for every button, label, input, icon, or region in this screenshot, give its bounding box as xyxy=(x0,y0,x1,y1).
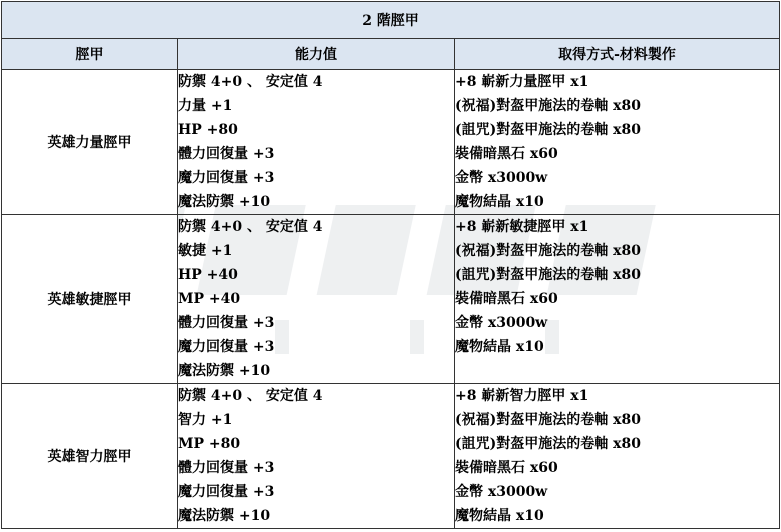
recipe-line: 裝備暗黑石 x60 xyxy=(455,291,558,307)
header-greaves: 脛甲 xyxy=(2,39,178,70)
stat-line: 魔力回復量 +3 xyxy=(178,339,275,355)
stat-line: 體力回復量 +3 xyxy=(178,146,275,162)
stat-line: 魔法防禦 +10 xyxy=(178,508,271,524)
stat-line: 防禦 4+0 、 安定值 4 xyxy=(178,74,323,90)
recipe-line: 裝備暗黑石 x60 xyxy=(455,146,558,162)
stat-line: HP +40 xyxy=(178,267,238,283)
stat-line: 力量 +1 xyxy=(178,98,233,114)
stat-line: 智力 +1 xyxy=(178,412,233,428)
recipe-line: +8 嶄新敏捷脛甲 x1 xyxy=(455,219,589,235)
stat-line: 體力回復量 +3 xyxy=(178,315,275,331)
recipe-line: (詛咒)對盔甲施法的卷軸 x80 xyxy=(455,436,641,452)
stats-cell xyxy=(178,384,455,529)
recipe-line: 魔物結晶 x10 xyxy=(455,339,544,355)
item-name: 英雄智力脛甲 xyxy=(2,384,178,529)
stats-cell xyxy=(178,215,455,384)
stat-line: 防禦 4+0 、 安定值 4 xyxy=(178,219,323,235)
recipe-cell xyxy=(455,215,780,384)
recipe-line: 魔物結晶 x10 xyxy=(455,508,544,524)
stat-line: 魔法防禦 +10 xyxy=(178,194,271,210)
stat-line: 魔力回復量 +3 xyxy=(178,484,275,500)
stat-line: MP +80 xyxy=(178,436,241,452)
stats-cell xyxy=(178,70,455,215)
recipe-cell xyxy=(455,70,780,215)
stat-line: 體力回復量 +3 xyxy=(178,460,275,476)
recipe-line: 金幣 x3000w xyxy=(455,484,548,500)
header-recipe: 取得方式-材料製作 xyxy=(455,39,780,70)
recipe-line: 裝備暗黑石 x60 xyxy=(455,460,558,476)
table-row xyxy=(2,384,780,529)
recipe-line: (祝福)對盔甲施法的卷軸 x80 xyxy=(455,98,641,114)
stat-line: 魔法防禦 +10 xyxy=(178,363,271,379)
recipe-line: (詛咒)對盔甲施法的卷軸 x80 xyxy=(455,122,641,138)
recipe-line: (詛咒)對盔甲施法的卷軸 x80 xyxy=(455,267,641,283)
stat-line: 魔力回復量 +3 xyxy=(178,170,275,186)
stat-line: 敏捷 +1 xyxy=(178,243,233,259)
recipe-line: 金幣 x3000w xyxy=(455,170,548,186)
stat-line: MP +40 xyxy=(178,291,241,307)
table-row xyxy=(2,215,780,384)
stat-line: 防禦 4+0 、 安定值 4 xyxy=(178,388,323,404)
table-row xyxy=(2,70,780,215)
recipe-line: (祝福)對盔甲施法的卷軸 x80 xyxy=(455,412,641,428)
table-title: 2 階脛甲 xyxy=(2,2,780,39)
greaves-table xyxy=(1,1,780,529)
stat-line: HP +80 xyxy=(178,122,238,138)
recipe-line: 魔物結晶 x10 xyxy=(455,194,544,210)
recipe-cell xyxy=(455,384,780,529)
recipe-line: (祝福)對盔甲施法的卷軸 x80 xyxy=(455,243,641,259)
recipe-line: +8 嶄新智力脛甲 x1 xyxy=(455,388,589,404)
item-name: 英雄力量脛甲 xyxy=(2,70,178,215)
item-name: 英雄敏捷脛甲 xyxy=(2,215,178,384)
recipe-line: +8 嶄新力量脛甲 x1 xyxy=(455,74,589,90)
recipe-line: 金幣 x3000w xyxy=(455,315,548,331)
header-stats: 能力值 xyxy=(178,39,455,70)
